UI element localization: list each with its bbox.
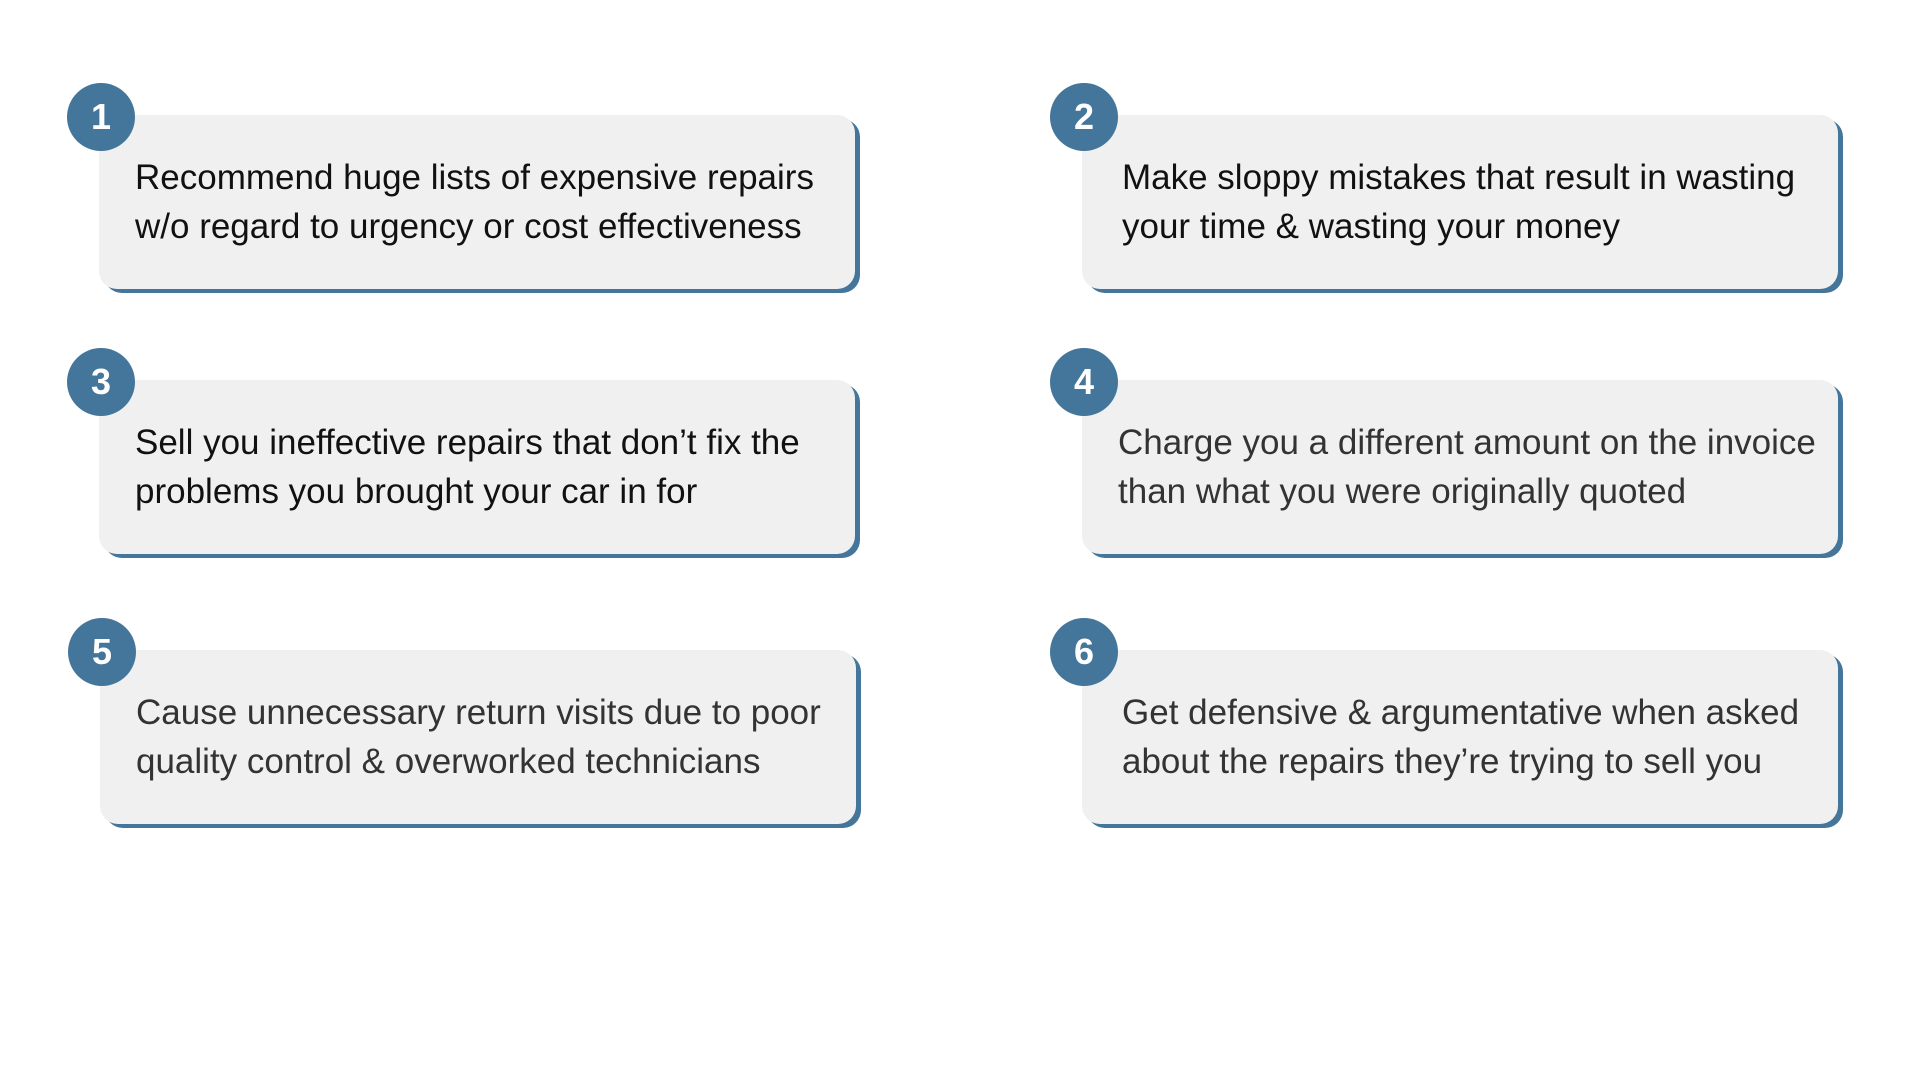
card-2 (1050, 83, 1820, 269)
card-1 (67, 83, 837, 269)
number-badge: 5 (68, 618, 136, 686)
card-text: Get defensive & argumentative when asked about the repairs they’re trying to sell you (1122, 693, 1800, 781)
card-4 (1050, 348, 1820, 534)
card-body (1082, 380, 1838, 554)
number-badge: 2 (1050, 83, 1118, 151)
card-body (99, 115, 855, 289)
card-text: Charge you a different amount on the invoice than what you were originally quoted (1118, 423, 1816, 511)
card-body (99, 380, 855, 554)
number-badge: 4 (1050, 348, 1118, 416)
number-badge: 6 (1050, 618, 1118, 686)
number-badge: 3 (67, 348, 135, 416)
card-5 (68, 618, 838, 804)
card-3 (67, 348, 837, 534)
card-text: Recommend huge lists of expensive repairs w/o regard to urgency or cost effectiveness (135, 158, 814, 246)
card-body (100, 650, 856, 824)
card-6 (1050, 618, 1820, 804)
card-text: Make sloppy mistakes that result in wasting your time & wasting your money (1122, 158, 1796, 246)
number-badge: 1 (67, 83, 135, 151)
card-body (1082, 650, 1838, 824)
card-text: Cause unnecessary return visits due to poor quality control & overworked technicians (136, 693, 821, 781)
card-text: Sell you ineffective repairs that don’t fix the problems you brought your car in for (135, 423, 800, 511)
card-body (1082, 115, 1838, 289)
